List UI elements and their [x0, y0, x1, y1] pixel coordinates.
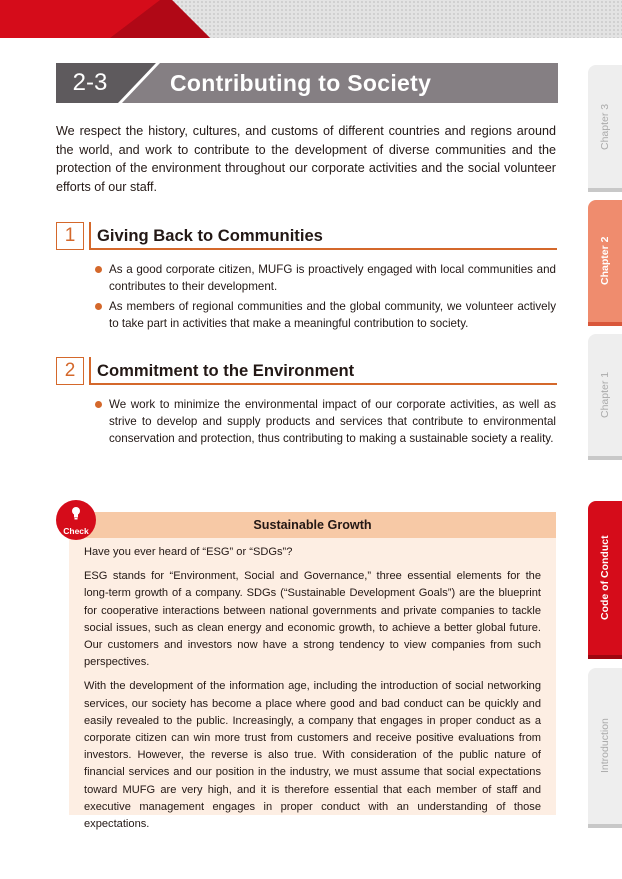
tab-chapter-2-label: Chapter 2	[599, 236, 611, 286]
tab-code-of-conduct[interactable]	[588, 501, 622, 659]
section-2-title: Commitment to the Environment	[97, 361, 355, 380]
page-title: Contributing to Society	[170, 70, 432, 96]
tab-chapter-3-label: Chapter 3	[599, 103, 611, 150]
lightbulb-icon	[70, 506, 82, 520]
bullet-dot	[95, 303, 102, 310]
section-2-bullets	[95, 396, 556, 450]
section-2-number: 2	[56, 357, 84, 385]
tab-chapter-2[interactable]	[588, 200, 622, 326]
section-2-underline	[91, 383, 557, 385]
intro-paragraph: We respect the history, cultures, and customs of different countries and regions around the world, and work to contribute to the development of diverse communities and the protection of the environment throughout our corporate activities and the social volunteer efforts of our staff.	[56, 124, 556, 194]
list-item: As a good corporate citizen, MUFG is proactively engaged with local communities and contributes to their development.	[95, 261, 556, 295]
section-number: 2-3	[72, 69, 108, 96]
check-panel-body	[84, 544, 541, 840]
tab-chapter-1-label: Chapter 1	[599, 371, 611, 419]
check-paragraph: ESG stands for “Environment, Social and Governance,” three essential elements for the long-term growth of a company. SDGs (“Sustainable Development Goals”) are the blueprint for cooperative interactions between national governments and private companies to tackle social issues, such as clean energy and economic growth, to achieve a better global future. Our customers and investors now have a strong tendency to view companies from such perspectives.	[84, 570, 541, 669]
tab-introduction[interactable]	[588, 668, 622, 828]
tab-introduction-label: Introduction	[599, 718, 611, 774]
tab-chapter-3[interactable]	[588, 65, 622, 192]
check-paragraph: Have you ever heard of “ESG” or “SDGs”?	[84, 546, 293, 558]
section-1-title: Giving Back to Communities	[97, 226, 323, 245]
check-badge-label: Check	[63, 526, 89, 536]
bullet-dot	[95, 401, 102, 408]
list-item: As members of regional communities and the global community, we volunteer actively to take part in activities that make a meaningful contribution to society.	[95, 298, 556, 332]
check-paragraph: With the development of the information age, including the introduction of social networking services, our society has become a place where good and bad conduct can be quickly and easily revealed to the public. Increasingly, a company that engages in proper conduct as a corporate citizen can win more trust from customers and receive positive evaluations from investors. However, the reverse is also true. With consideration of the public nature of financial services and our position in the industry, we must assume that social expectations toward MUFG are very high, and it is therefore essential that each member of staff and executive management engages in proper conduct with an understanding of those expectations.	[84, 680, 541, 831]
section-1-number: 1	[56, 222, 84, 250]
section-2-divider	[89, 357, 91, 385]
tab-chapter-1[interactable]	[588, 334, 622, 460]
list-item: We work to minimize the environmental impact of our corporate activities, as well as strive to develop and supply products and services that contribute to environmental conservation and protection, thus contributing to making a sustainable society a reality.	[95, 396, 556, 447]
check-panel-title: Sustainable Growth	[253, 518, 372, 532]
section-1-bullets	[95, 261, 556, 335]
section-1-underline	[91, 248, 557, 250]
section-1-divider	[89, 222, 91, 250]
tab-code-of-conduct-label: Code of Conduct	[599, 535, 611, 621]
bullet-dot	[95, 266, 102, 273]
